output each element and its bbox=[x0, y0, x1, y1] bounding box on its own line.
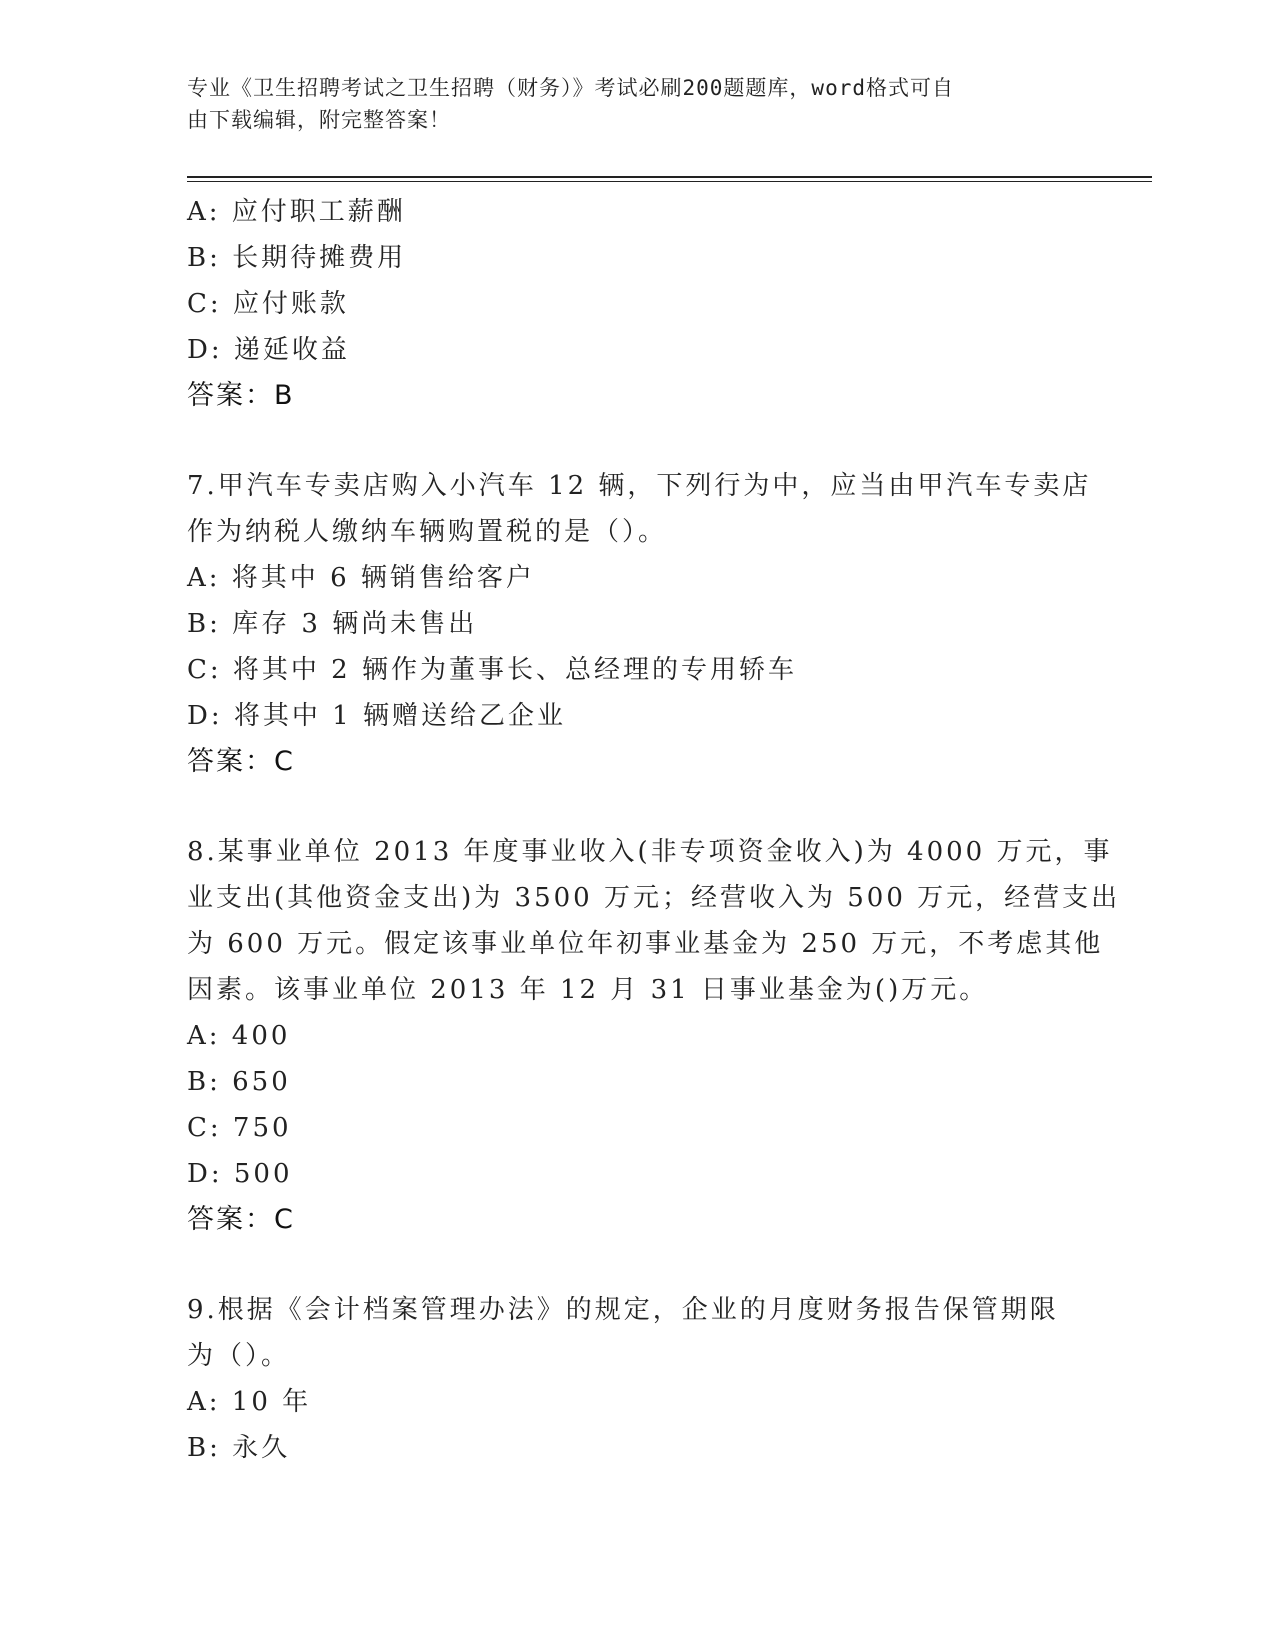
question-stem-line: 7.甲汽车专卖店购入小汽车 12 辆，下列行为中，应当由甲汽车专卖店 bbox=[187, 471, 1092, 501]
header-divider-thin bbox=[187, 181, 1152, 182]
header-line-1: 专业《卫生招聘考试之卫生招聘（财务）》考试必刷200题题库，word格式可自 bbox=[187, 76, 954, 100]
document-header bbox=[187, 72, 1067, 136]
option-b: B: 永久 bbox=[187, 1433, 291, 1463]
question-7 bbox=[187, 463, 1092, 785]
option-a: A: 将其中 6 辆销售给客户 bbox=[187, 563, 535, 593]
question-stem-line: 8.某事业单位 2013 年度事业收入(非专项资金收入)为 4000 万元，事 bbox=[187, 837, 1113, 867]
option-c: C: 应付账款 bbox=[187, 289, 349, 319]
question-stem-line: 作为纳税人缴纳车辆购置税的是（）。 bbox=[187, 517, 668, 547]
option-b: B: 650 bbox=[187, 1067, 291, 1097]
question-stem-line: 因素。该事业单位 2013 年 12 月 31 日事业基金为()万元。 bbox=[187, 975, 989, 1005]
option-d: D: 将其中 1 辆赠送给乙企业 bbox=[187, 701, 566, 731]
option-c: C: 750 bbox=[187, 1113, 292, 1143]
answer-line: 答案：C bbox=[187, 746, 295, 777]
option-b: B: 长期待摊费用 bbox=[187, 243, 407, 273]
option-c: C: 将其中 2 辆作为董事长、总经理的专用轿车 bbox=[187, 655, 797, 685]
question-stem-line: 为 600 万元。假定该事业单位年初事业基金为 250 万元，不考虑其他 bbox=[187, 929, 1104, 959]
option-a: A: 400 bbox=[187, 1021, 291, 1051]
question-stem-line: 为（）。 bbox=[187, 1341, 291, 1371]
answer-line: 答案：B bbox=[187, 380, 295, 411]
question-stem-line: 9.根据《会计档案管理办法》的规定，企业的月度财务报告保管期限 bbox=[187, 1295, 1059, 1325]
question-spacer bbox=[187, 419, 1087, 463]
option-d: D: 递延收益 bbox=[187, 335, 350, 365]
question-spacer bbox=[187, 1243, 1087, 1287]
answer-line: 答案：C bbox=[187, 1204, 295, 1235]
question-8 bbox=[187, 829, 1121, 1243]
option-a: A: 10 年 bbox=[187, 1387, 312, 1417]
option-d: D: 500 bbox=[187, 1159, 293, 1189]
option-a: A: 应付职工薪酬 bbox=[187, 197, 406, 227]
header-line-2: 由下载编辑，附完整答案！ bbox=[187, 108, 451, 132]
question-stem-line: 业支出(其他资金支出)为 3500 万元；经营收入为 500 万元，经营支出 bbox=[187, 883, 1121, 913]
question-9 bbox=[187, 1287, 1087, 1471]
question-6-continued bbox=[187, 189, 1087, 419]
question-list bbox=[187, 189, 1121, 1471]
header-divider bbox=[187, 176, 1152, 178]
option-b: B: 库存 3 辆尚未售出 bbox=[187, 609, 478, 639]
question-spacer bbox=[187, 785, 1087, 829]
